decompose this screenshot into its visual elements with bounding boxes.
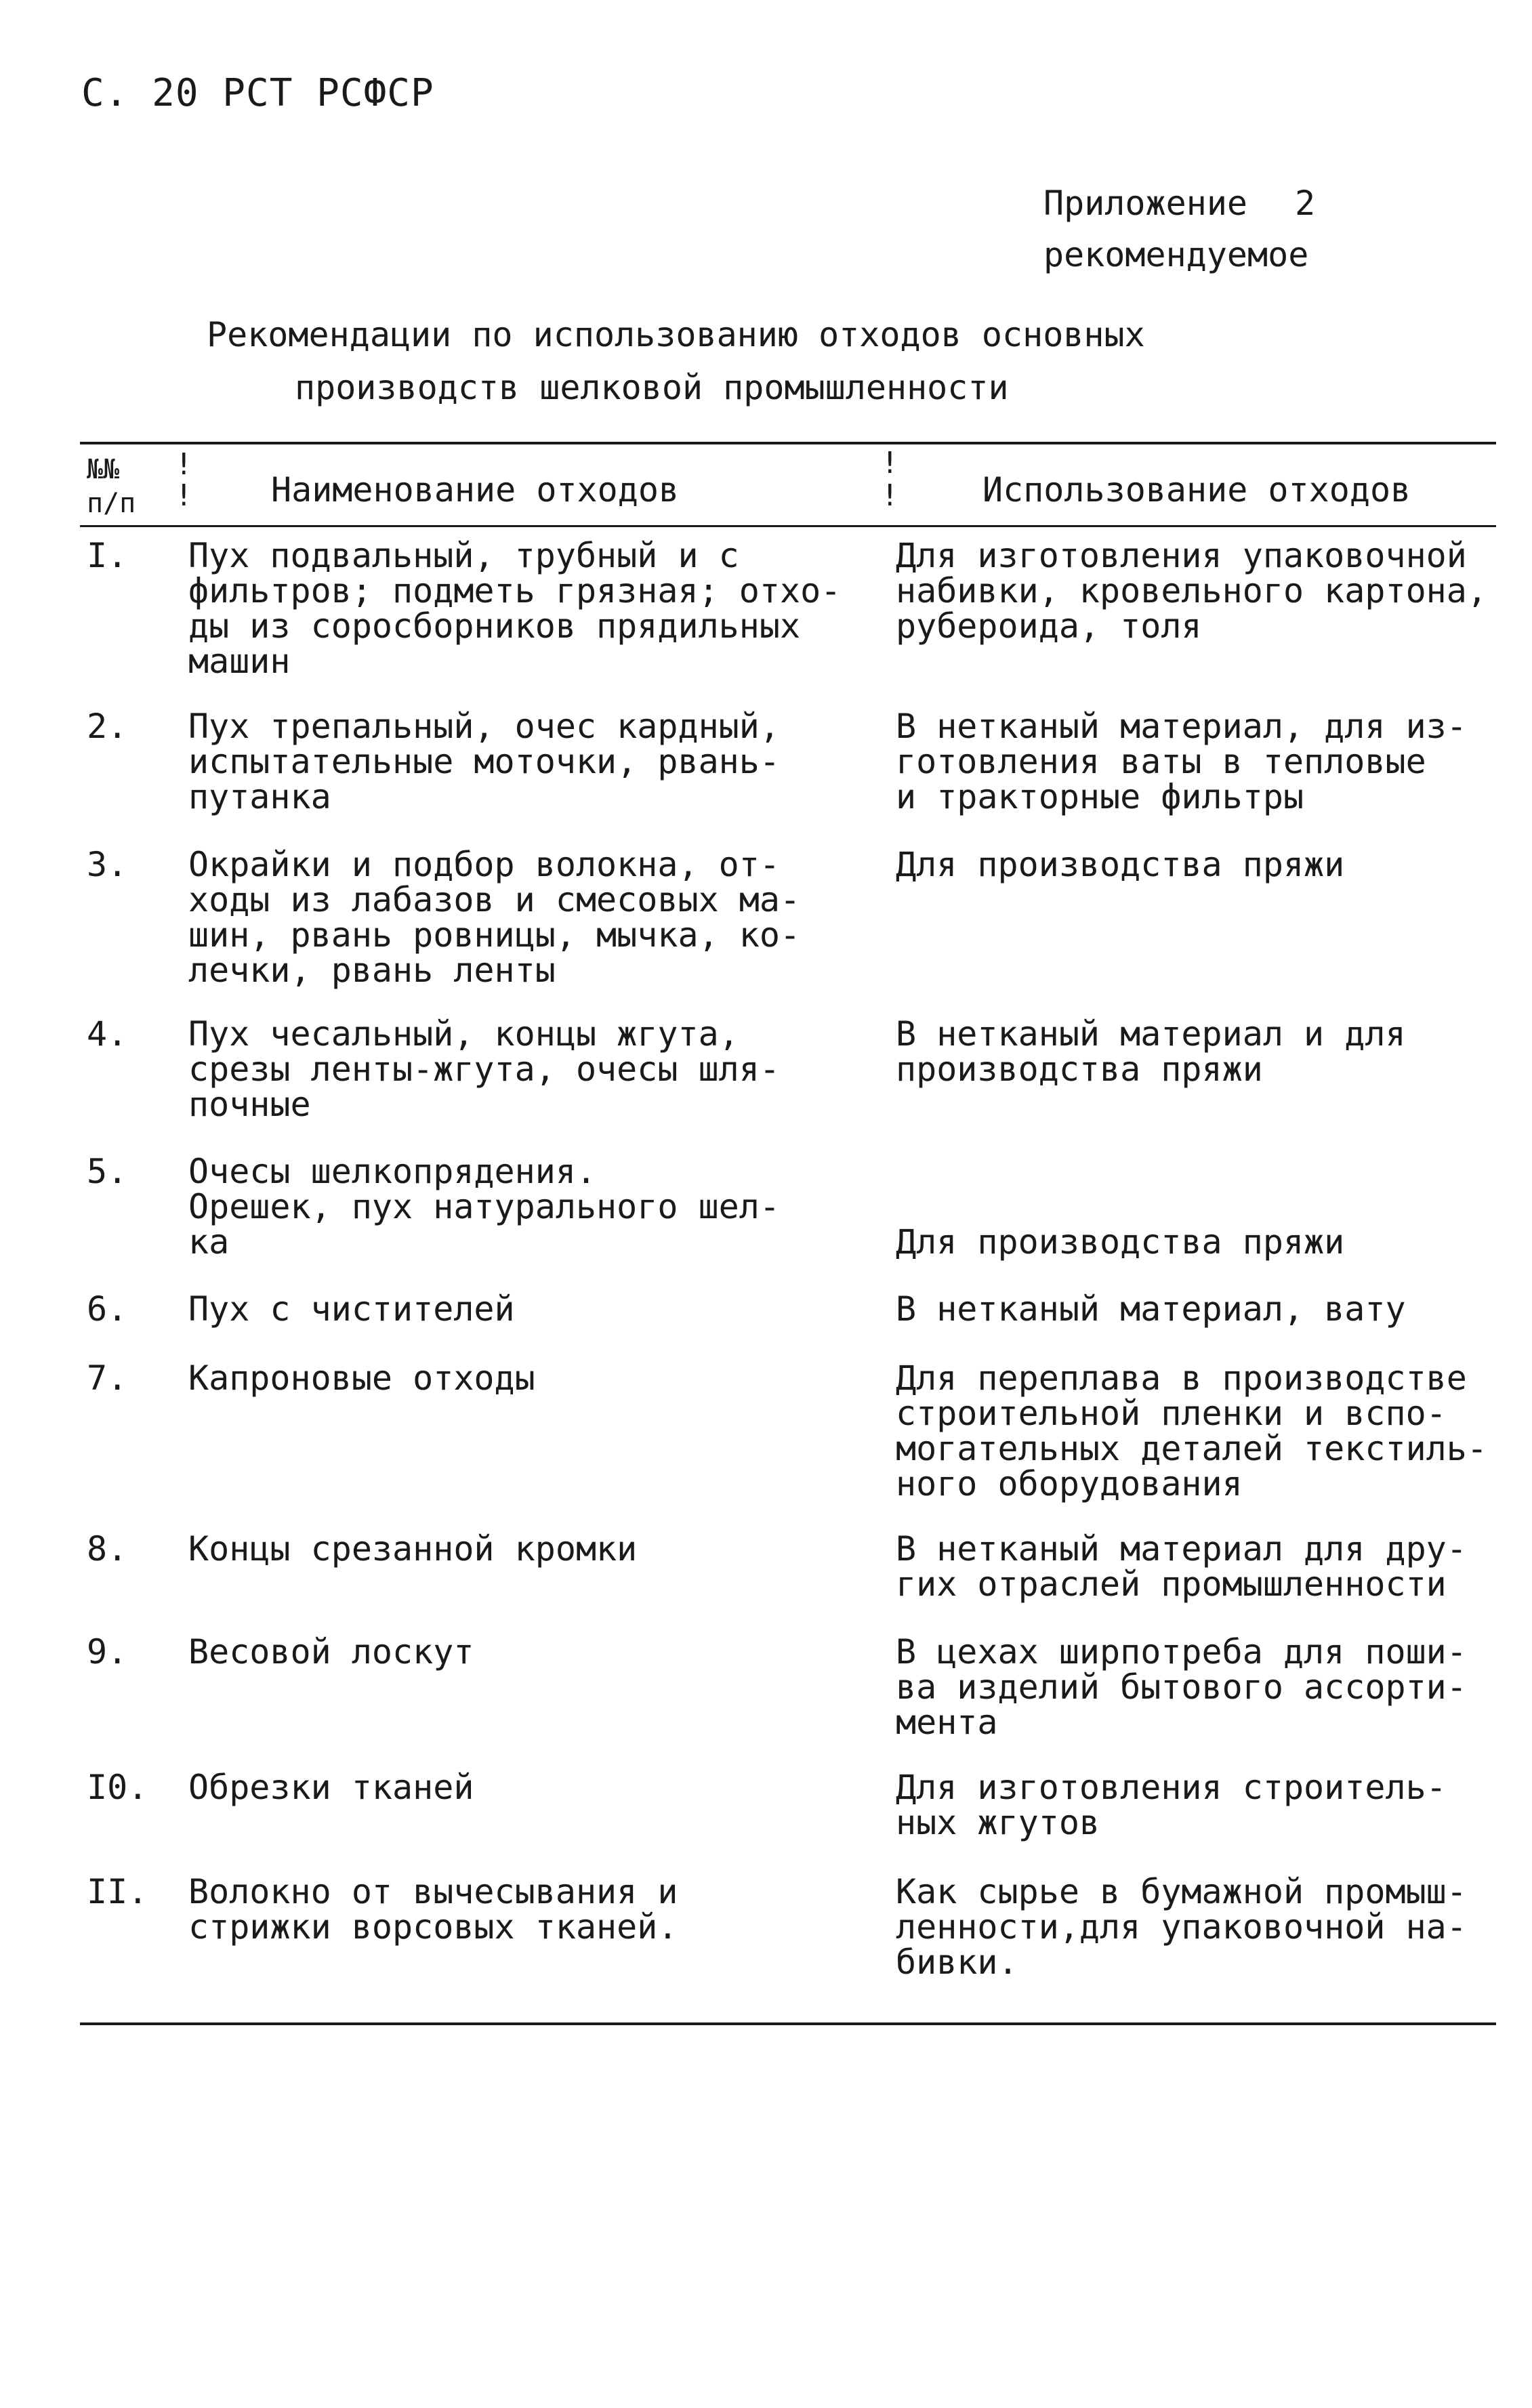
document-title xyxy=(207,308,1145,414)
waste-name: Концы срезанной кромки xyxy=(188,1529,638,1569)
waste-name: Обрезки тканей xyxy=(188,1768,474,1807)
table-header-rule xyxy=(80,525,1496,527)
row-number: 5. xyxy=(87,1152,128,1191)
waste-use: Для переплава в производстве строительной пленки и вспо- могательных деталей текстиль- ного оборудования xyxy=(896,1358,1487,1503)
waste-use: Для изготовления упаковочной набивки, кровельного картона, рубероида, толя xyxy=(896,536,1487,646)
title-line-2: производств шелковой промышленности xyxy=(295,368,1009,407)
row-number: 7. xyxy=(87,1358,128,1398)
column-separator: ! xyxy=(881,478,899,513)
waste-name: Пух с чистителей xyxy=(188,1289,515,1329)
waste-use: Для изготовления строитель- ных жгутов xyxy=(896,1768,1447,1842)
waste-use: Для производства пряжи xyxy=(896,845,1345,884)
row-number: 3. xyxy=(87,845,128,884)
row-number: 9. xyxy=(87,1632,128,1672)
row-number: 4. xyxy=(87,1014,128,1054)
waste-use: В цехах ширпотреба для поши- ва изделий бытового ассорти- мента xyxy=(896,1632,1467,1742)
appendix-title: Приложение xyxy=(1043,184,1248,223)
waste-name: Окрайки и подбор волокна, от- ходы из лабазов и смесовых ма- шин, рвань ровницы, мычка, ко- лечки, рвань ленты xyxy=(188,845,801,990)
column-separator: ! xyxy=(175,478,193,513)
waste-use: В нетканый материал для дру- гих отраслей промышленности xyxy=(896,1529,1467,1604)
row-number: 2. xyxy=(87,707,128,746)
waste-use: В нетканый материал, для из- готовления ваты в тепловые и тракторные фильтры xyxy=(896,707,1467,816)
waste-name: Пух трепальный, очес кардный, испытательные моточки, рвань- путанка xyxy=(188,707,780,816)
waste-name: Весовой лоскут xyxy=(188,1632,474,1672)
row-number: I. xyxy=(87,536,128,575)
row-number: I0. xyxy=(87,1768,148,1807)
waste-name: Пух подвальный, трубный и с фильтров; подметь грязная; отхо- ды из соросборников прядильных машин xyxy=(188,536,842,681)
appendix-label xyxy=(1043,178,1315,281)
waste-name: Волокно от вычесывания и стрижки ворсовых тканей. xyxy=(188,1872,678,1947)
table-bottom-rule xyxy=(80,2022,1496,2025)
column-header-name: Наименование отходов xyxy=(271,470,680,510)
page-header: С. 20 РСТ РСФСР xyxy=(81,71,434,115)
column-separator: ! xyxy=(175,447,193,482)
appendix-status: рекомендуемое xyxy=(1043,235,1309,274)
column-header-number: №№ п/п xyxy=(87,454,136,519)
row-number: 8. xyxy=(87,1529,128,1569)
waste-use: В нетканый материал, вату xyxy=(896,1289,1406,1329)
waste-name: Очесы шелкопрядения. Орешек, пух натурального шел- ка xyxy=(188,1152,780,1262)
waste-use: Как сырье в бумажной промыш- ленности,для упаковочной на- бивки. xyxy=(896,1872,1467,1982)
waste-use: В нетканый материал и для производства пряжи xyxy=(896,1014,1406,1089)
waste-name: Капроновые отходы xyxy=(188,1358,535,1398)
row-number: II. xyxy=(87,1872,148,1911)
waste-use: Для производства пряжи xyxy=(896,1222,1345,1262)
table-top-rule xyxy=(80,442,1496,444)
appendix-number: 2 xyxy=(1295,184,1316,223)
row-number: 6. xyxy=(87,1289,128,1329)
column-separator: ! xyxy=(881,446,899,480)
waste-name: Пух чесальный, концы жгута, срезы ленты-жгута, очесы шля- почные xyxy=(188,1014,780,1124)
title-line-1: Рекомендации по использованию отходов основных xyxy=(207,315,1145,354)
column-header-use: Использование отходов xyxy=(982,470,1411,510)
